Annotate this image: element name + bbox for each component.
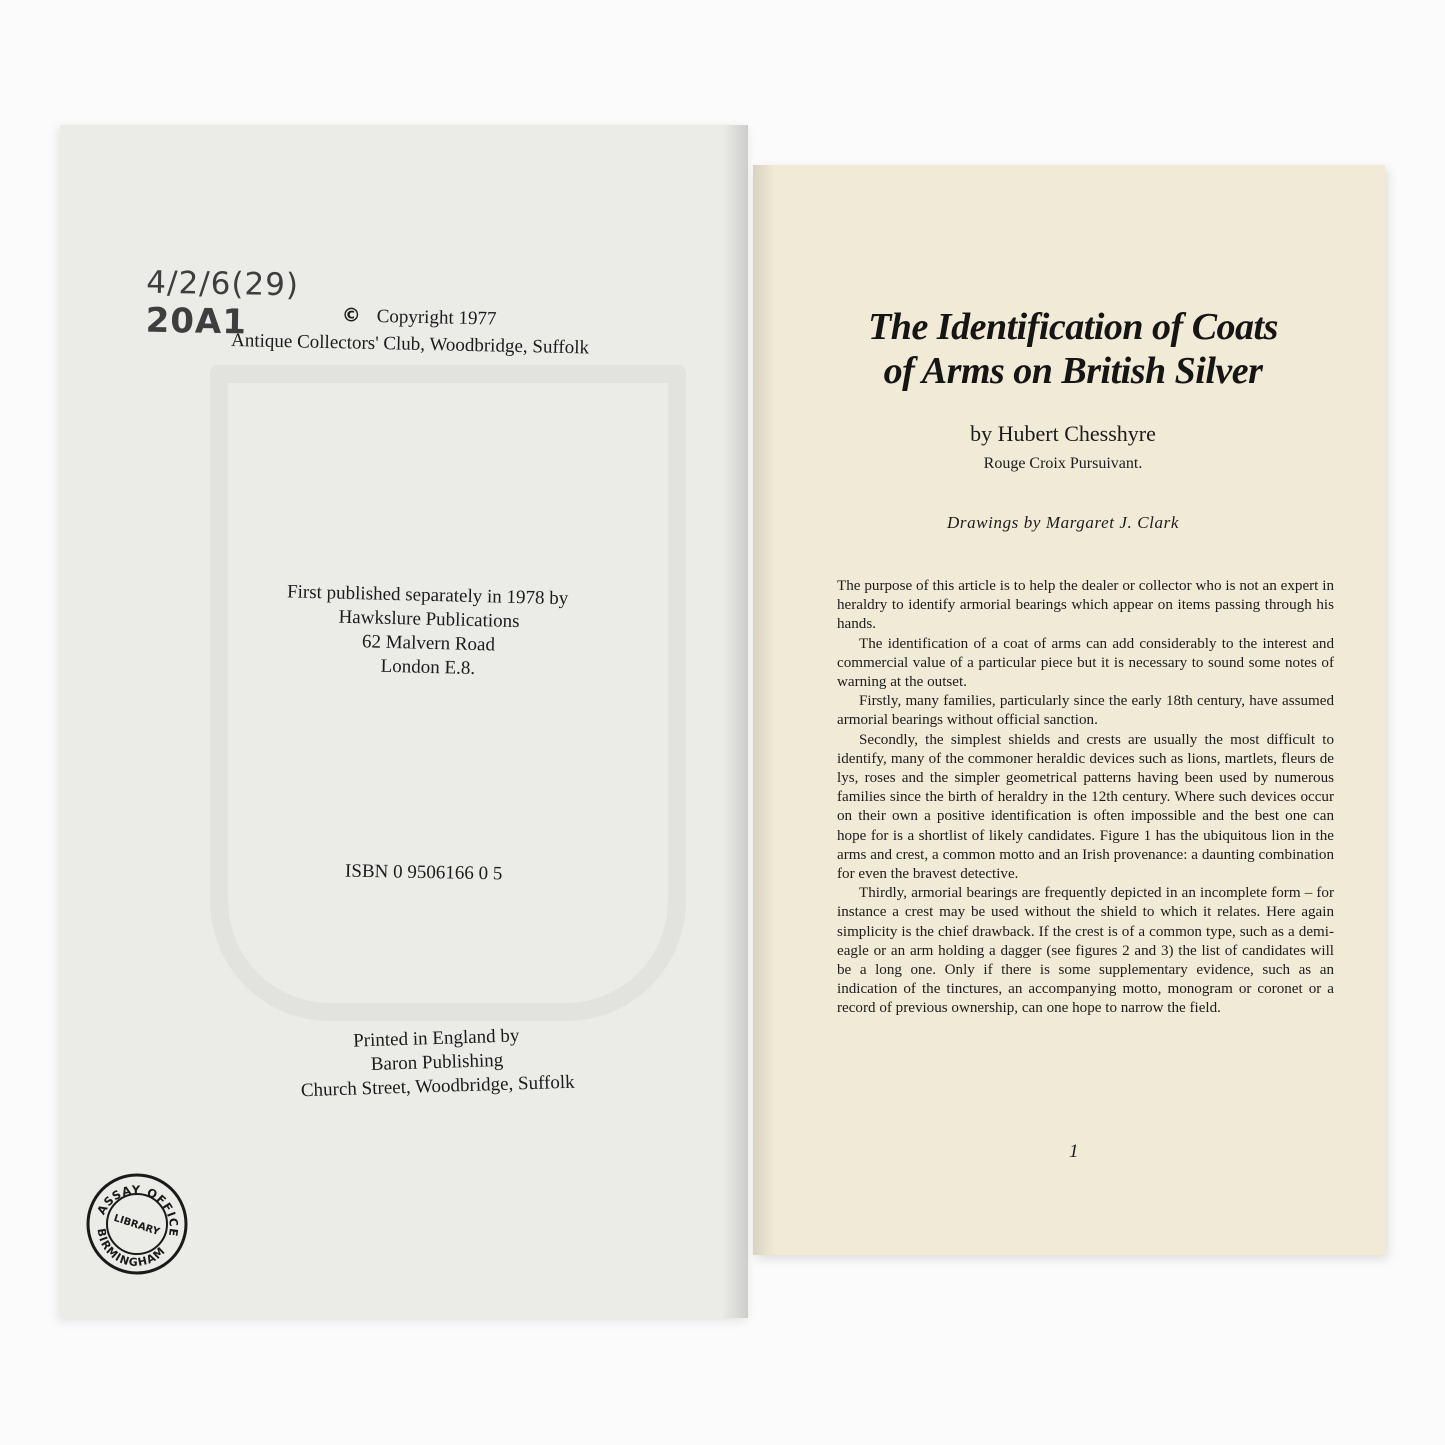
paragraph-intro: The purpose of this article is to help the dealer or collector who is not an expert in heraldry to identify armorial bearings which appear on items passing through his hands. (837, 578, 1334, 633)
publisher-street: 62 Malvern Road (361, 631, 496, 656)
stamp-center-text: LIBRARY (112, 1212, 161, 1239)
paragraph-warning: The identification of a coat of arms can add considerably to the interest and commercial value of a particular piece but it is necessary to sound some notes of warning at the outset. (837, 635, 1334, 691)
illustrator-credit: Drawings by Margaret J. Clark (947, 513, 1179, 532)
printer-name: Baron Publishing (370, 1049, 504, 1076)
copyright-holder: Antique Collectors' Club, Woodbridge, Suffolk (230, 329, 590, 359)
title-line-1: The Identification of Coats (868, 306, 1278, 348)
handwritten-line-2: 20A1 (145, 300, 248, 343)
copyright-notice (231, 300, 632, 362)
right-page (753, 165, 1385, 1255)
publisher-city: London E.8. (380, 655, 476, 680)
article-title (773, 305, 1373, 393)
author-role: Rouge Croix Pursuivant. (983, 455, 1143, 472)
printer-line: Printed in England by (352, 1025, 520, 1052)
show-through-shadow (210, 365, 686, 1021)
stamp-bottom-text: BIRMINGHAM (94, 1227, 169, 1270)
page-number: 1 (1069, 1141, 1079, 1162)
publisher-name: Hawkslure Publications (338, 606, 520, 633)
printer-details (276, 1022, 598, 1104)
paragraph-thirdly: Thirdly, armorial bearings are frequently depicted in an incomplete form – for instance a crest may be used without the shield to which it relates. Here again simplicity is the chief drawback. If the crest is of a common type, such as a demi-eagle or an arm holding a dagger (see figures 2 and 3) the list of candidates will be a long one. Only if there is some supplementary evidence, such as an indication of the tinctures, an accompanying motto, monogram or coronet or a record of previous ownership, can one hope to narrow the field. (837, 885, 1334, 1017)
publication-line: First published separately in 1978 by (286, 581, 569, 610)
title-line-2: of Arms on British Silver (883, 350, 1263, 392)
stamp-top-text: ASSAY OFFICE (94, 1182, 181, 1239)
isbn-number: ISBN 0 9506166 0 5 (344, 860, 503, 885)
publication-details (268, 580, 590, 684)
copyright-year: Copyright 1977 (376, 306, 497, 330)
paragraph-firstly: Firstly, many families, particularly since the early 18th century, have assumed armorial bearings without official sanction. (837, 693, 1334, 729)
copyright-symbol-icon: © (341, 304, 361, 327)
article-body (837, 577, 1334, 1019)
library-stamp (85, 1172, 189, 1276)
author-byline: by Hubert Chesshyre (970, 421, 1156, 446)
printer-address: Church Street, Woodbridge, Suffolk (300, 1071, 575, 1102)
handwritten-line-1: 4/2/6(29) (146, 264, 300, 304)
paragraph-secondly: Secondly, the simplest shields and crests are usually the most difficult to identify, many of the commoner heraldic devices such as lions, martlets, fleurs de lys, roses and the simpler geometrical patterns having been used by numerous families since the birth of heraldry in the 12th century. Where such devices occur on their own a positive identification is often impossible and the best one can hope for is a shortlist of likely candidates. Figure 1 has the ubiquitous lion in the arms and crest, a common motto and an Irish provenance: a daunting combination for even the bravest detective. (837, 731, 1334, 883)
